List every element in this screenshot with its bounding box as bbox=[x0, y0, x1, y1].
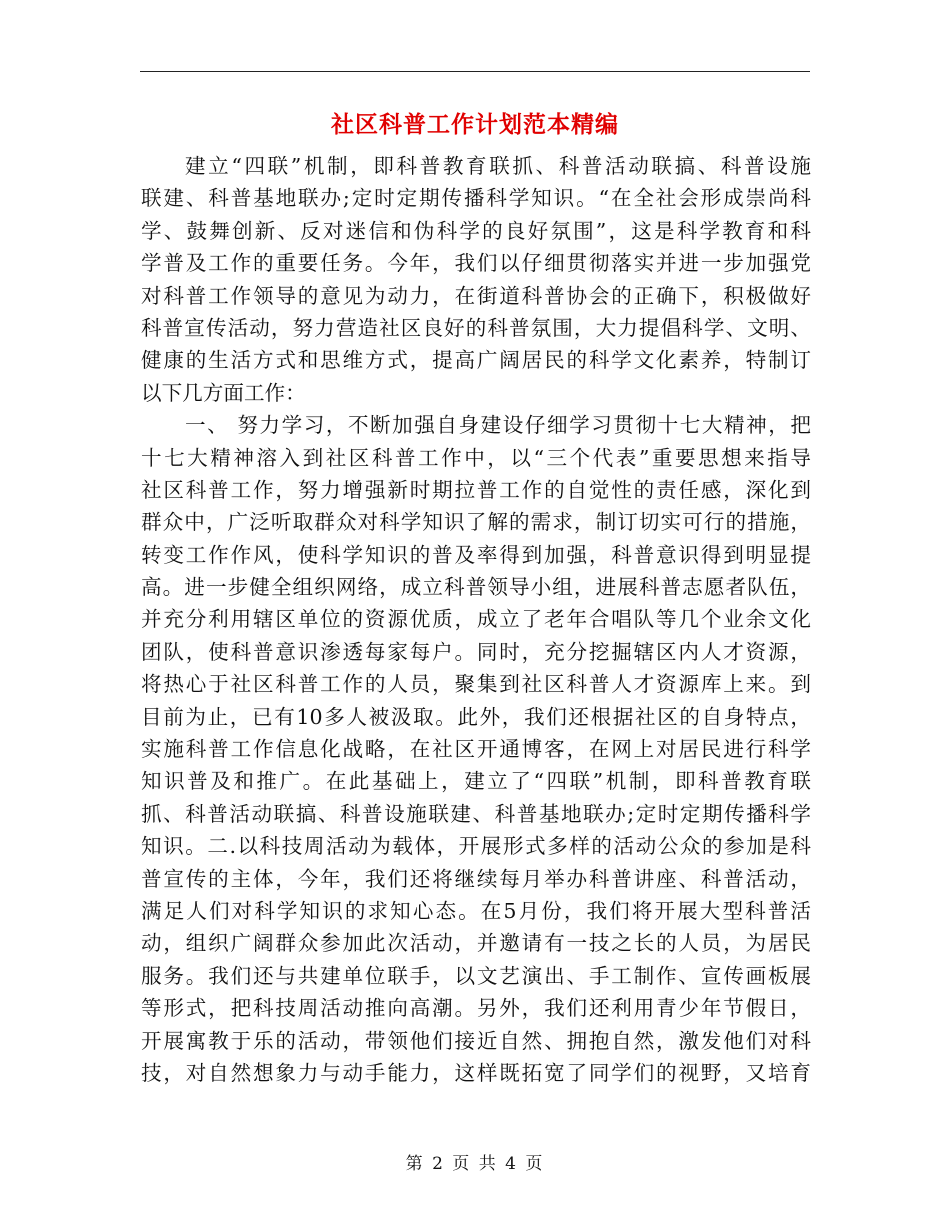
body-line: 十七大精神溶入到社区科普工作中，以“三个代表”重要思想来指导 bbox=[141, 445, 811, 470]
header-rule bbox=[140, 71, 810, 72]
document-body bbox=[141, 150, 811, 1089]
body-line: 高。进一步健全组织网络，成立科普领导小组，进展科普志愿者队伍， bbox=[141, 575, 811, 600]
body-line: 团队，使科普意识渗透每家每户。同时，充分挖掘辖区内人才资源， bbox=[141, 639, 811, 664]
body-line: 服务。我们还与共建单位联手，以文艺演出、手工制作、宣传画板展 bbox=[141, 963, 811, 988]
body-line: 社区科普工作，努力增强新时期拉普工作的自觉性的责任感，深化到 bbox=[141, 477, 811, 502]
body-line: 目前为止，已有10多人被汲取。此外，我们还根据社区的自身特点， bbox=[141, 704, 811, 729]
body-line: 将热心于社区科普工作的人员，聚集到社区科普人才资源库上来。到 bbox=[141, 672, 811, 697]
body-line: 科普宣传活动，努力营造社区良好的科普氛围，大力提倡科学、文明、 bbox=[141, 315, 811, 340]
body-line: 知识。二.以科技周活动为载体，开展形式多样的活动公众的参加是科 bbox=[141, 834, 811, 859]
body-line: 对科普工作领导的意见为动力，在街道科普协会的正确下，积极做好 bbox=[141, 283, 811, 308]
body-line: 普宣传的主体，今年，我们还将继续每月举办科普讲座、科普活动， bbox=[141, 866, 811, 891]
body-line: 抓、科普活动联搞、科普设施联建、科普基地联办;定时定期传播科学 bbox=[141, 801, 811, 826]
body-line: 实施科普工作信息化战略，在社区开通博客，在网上对居民进行科学 bbox=[141, 737, 811, 762]
body-line: 联建、科普基地联办;定时定期传播科学知识。“在全社会形成崇尚科 bbox=[141, 186, 811, 211]
body-line: 开展寓教于乐的活动，带领他们接近自然、拥抱自然，激发他们对科 bbox=[141, 1028, 811, 1053]
body-line: 一、 努力学习，不断加强自身建设仔细学习贯彻十七大精神，把 bbox=[185, 413, 811, 438]
body-line: 群众中，广泛听取群众对科学知识了解的需求，制订切实可行的措施， bbox=[141, 510, 811, 535]
body-line: 以下几方面工作： bbox=[141, 380, 306, 405]
body-line: 健康的生活方式和思维方式，提高广阔居民的科学文化素养，特制订 bbox=[141, 348, 811, 373]
body-line: 技，对自然想象力与动手能力，这样既拓宽了同学们的视野，又培育 bbox=[141, 1060, 811, 1085]
body-line: 学、鼓舞创新、反对迷信和伪科学的良好氛围”，这是科学教育和科 bbox=[141, 218, 811, 243]
body-line: 建立“四联”机制，即科普教育联抓、科普活动联搞、科普设施 bbox=[185, 154, 811, 178]
body-line: 学普及工作的重要任务。今年，我们以仔细贯彻落实并进一步加强党 bbox=[141, 251, 811, 276]
body-line: 等形式，把科技周活动推向高潮。另外，我们还利用青少年节假日， bbox=[141, 996, 811, 1021]
body-line: 满足人们对科学知识的求知心态。在5月份，我们将开展大型科普活 bbox=[141, 898, 811, 923]
body-line: 转变工作作风，使科学知识的普及率得到加强，科普意识得到明显提 bbox=[141, 542, 811, 567]
body-line: 知识普及和推广。在此基础上，建立了“四联”机制，即科普教育联 bbox=[141, 769, 811, 794]
page-number: 第 2 页 共 4 页 bbox=[405, 1154, 545, 1174]
body-line: 动，组织广阔群众参加此次活动，并邀请有一技之长的人员，为居民 bbox=[141, 931, 811, 956]
body-line: 并充分利用辖区单位的资源优质，成立了老年合唱队等几个业余文化 bbox=[141, 607, 811, 632]
document-title: 社区科普工作计划范本精编 bbox=[331, 111, 619, 138]
